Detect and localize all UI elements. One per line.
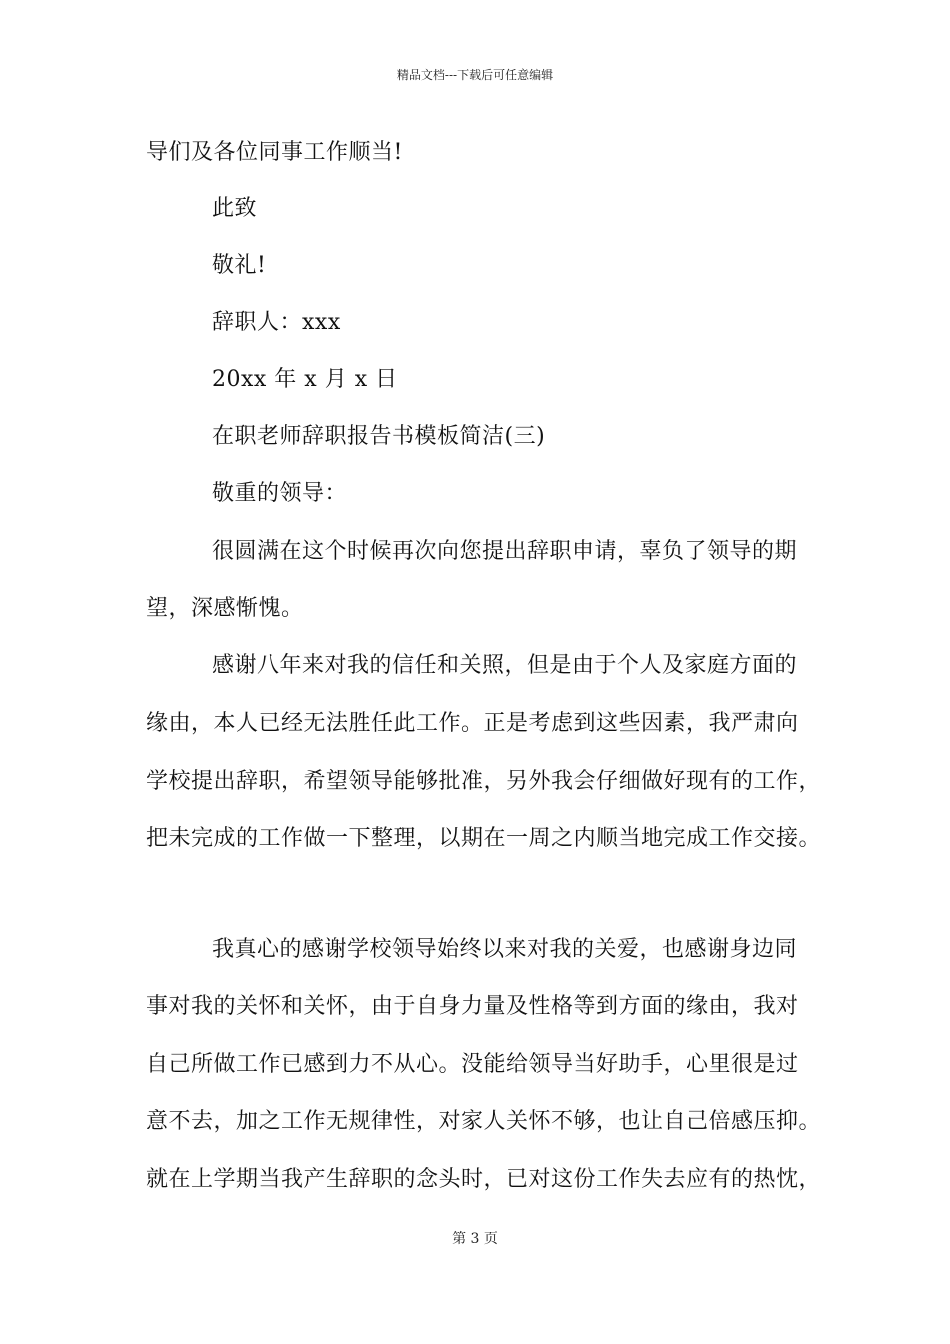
text-line-11: 缘由，本人已经无法胜任此工作。正是考虑到这些因素，我严肃向 (146, 711, 799, 736)
text-line-16: 自己所做工作已感到力不从心。没能给领导当好助手，心里很是过 (146, 1052, 799, 1077)
text-line-4: 辞职人：xxx (212, 310, 341, 335)
text-line-3: 敬礼! (212, 253, 267, 278)
text-line-13: 把未完成的工作做一下整理，以期在一周之内顺当地完成工作交接。 (146, 826, 822, 851)
text-line-14: 我真心的感谢学校领导始终以来对我的关爱，也感谢身边同 (212, 937, 798, 962)
text-line-18: 就在上学期当我产生辞职的念头时，已对这份工作失去应有的热忱， (146, 1167, 822, 1192)
text-line-15: 事对我的关怀和关怀，由于自身力量及性格等到方面的缘由，我对 (146, 994, 799, 1019)
text-line-2: 此致 (212, 196, 258, 221)
text-line-10: 感谢八年来对我的信任和关照，但是由于个人及家庭方面的 (212, 653, 798, 678)
text-line-9: 望，深感惭愧。 (146, 596, 304, 621)
text-line-12: 学校提出辞职，希望领导能够批准，另外我会仔细做好现有的工作， (146, 769, 822, 794)
text-line-1: 导们及各位同事工作顺当! (146, 140, 403, 165)
text-line-17: 意不去，加之工作无规律性，对家人关怀不够，也让自己倍感压抑。 (146, 1109, 822, 1134)
page-number: 第 3 页 (452, 1231, 498, 1247)
page-header: 精品文档---下载后可任意编辑 (396, 68, 554, 82)
text-line-6: 在职老师辞职报告书模板简洁(三) (212, 424, 546, 449)
text-line-8: 很圆满在这个时候再次向您提出辞职申请，辜负了领导的期 (212, 539, 798, 564)
text-line-7: 敬重的领导： (212, 481, 348, 506)
text-line-5: 20xx 年 x 月 x 日 (212, 367, 398, 392)
